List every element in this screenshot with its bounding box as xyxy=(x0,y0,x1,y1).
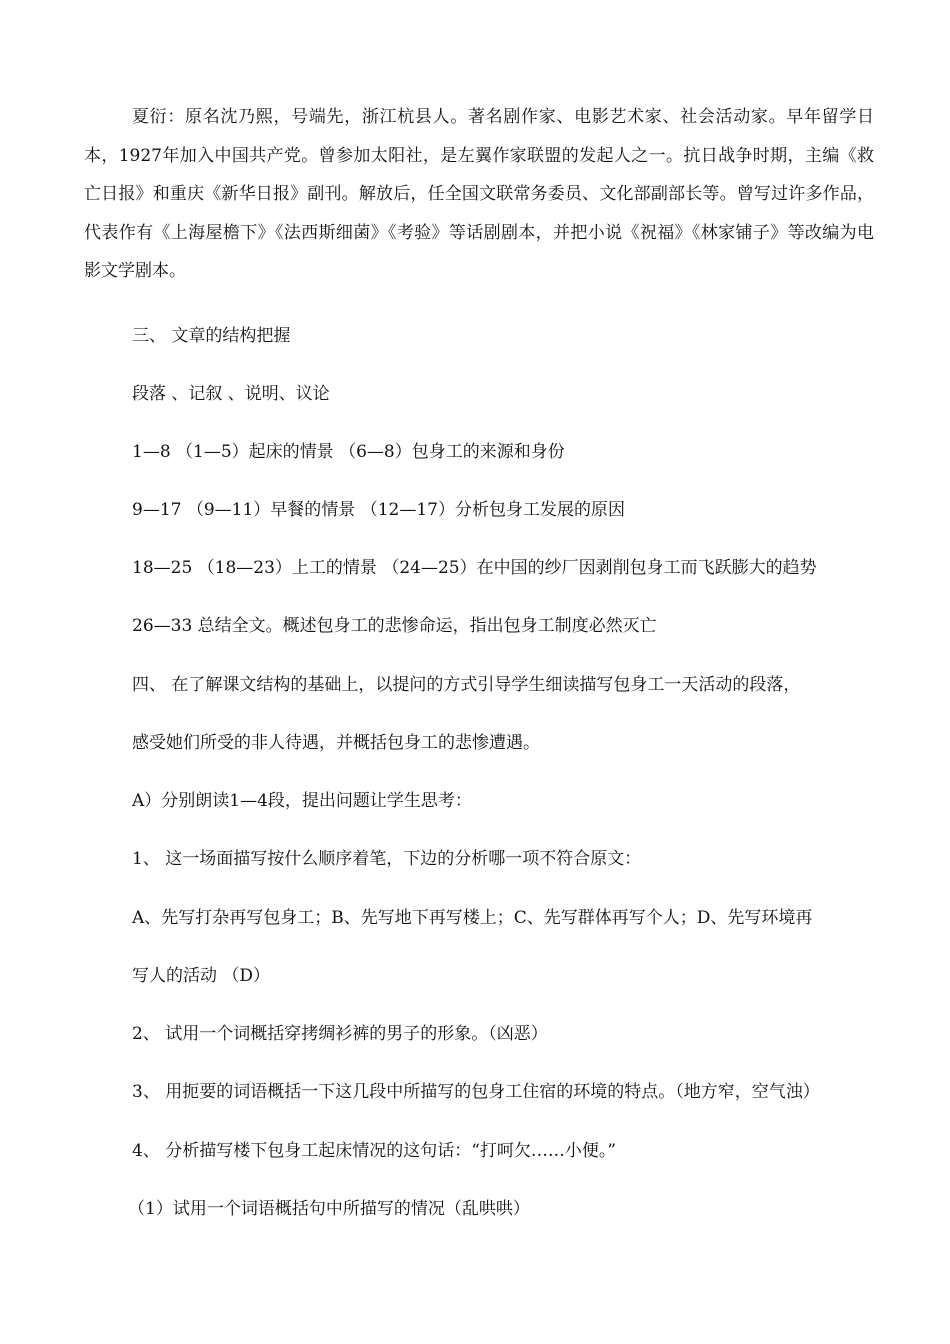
section-four-continuation: 感受她们所受的非人待遇，并概括包身工的悲惨遭遇。 xyxy=(132,733,540,753)
question-2: 2、 试用一个词概括穿拷绸衫裤的男子的形象。（凶恶） xyxy=(132,1024,548,1044)
question-4: 4、 分析描写楼下包身工起床情况的这句话：“打呵欠……小便。” xyxy=(132,1141,617,1161)
section-four-heading: 四、 在了解课文结构的基础上，以提问的方式引导学生细读描写包身工一天活动的段落， xyxy=(132,675,801,695)
task-a-heading: A）分别朗读1—4段，提出问题让学生思考： xyxy=(132,791,472,811)
structure-part-2: 9—17 （9—11）早餐的情景 （12—17）分析包身工发展的原因 xyxy=(132,500,625,520)
structure-part-1: 1—8 （1—5）起床的情景 （6—8）包身工的来源和身份 xyxy=(132,442,565,462)
section-three-heading: 三、 文章的结构把握 xyxy=(132,326,291,346)
question-3: 3、 用扼要的词语概括一下这几段中所描写的包身工住宿的环境的特点。（地方窄，空气浊） xyxy=(132,1082,820,1102)
author-intro-paragraph: 夏衍：原名沈乃熙，号端先，浙江杭县人。著名剧作家、电影艺术家、社会活动家。早年留学日本，1927年加入中国共产党。曾参加太阳社，是左翼作家联盟的发起人之一。抗日战争时期，主编《救亡日报》和重庆《新华日报》副刊。解放后，任全国文联常务委员、文化部副部长等。曾写过许多作品，代表作有《上海屋檐下》《法西斯细菌》《考验》等话剧剧本，并把小说《祝福》《林家铺子》等改编为电影文学剧本。 xyxy=(84,107,874,281)
question-1-answer: 写人的活动 （D） xyxy=(132,966,271,986)
question-4-sub-1: （1）试用一个词语概括句中所描写的情况（乱哄哄） xyxy=(128,1199,530,1219)
question-1: 1、 这一场面描写按什么顺序着笔，下边的分析哪一项不符合原文： xyxy=(132,849,642,869)
structure-categories: 段落 、记叙 、说明、议论 xyxy=(132,384,330,404)
question-1-options: A、先写打杂再写包身工；B、先写地下再写楼上；C、先写群体再写个人；D、先写环境再 xyxy=(132,908,813,928)
structure-part-4: 26—33 总结全文。概述包身工的悲惨命运，指出包身工制度必然灭亡 xyxy=(132,616,657,636)
structure-part-3: 18—25 （18—23）上工的情景 （24—25）在中国的纱厂因剥削包身工而飞跃膨大的趋势 xyxy=(132,558,817,578)
